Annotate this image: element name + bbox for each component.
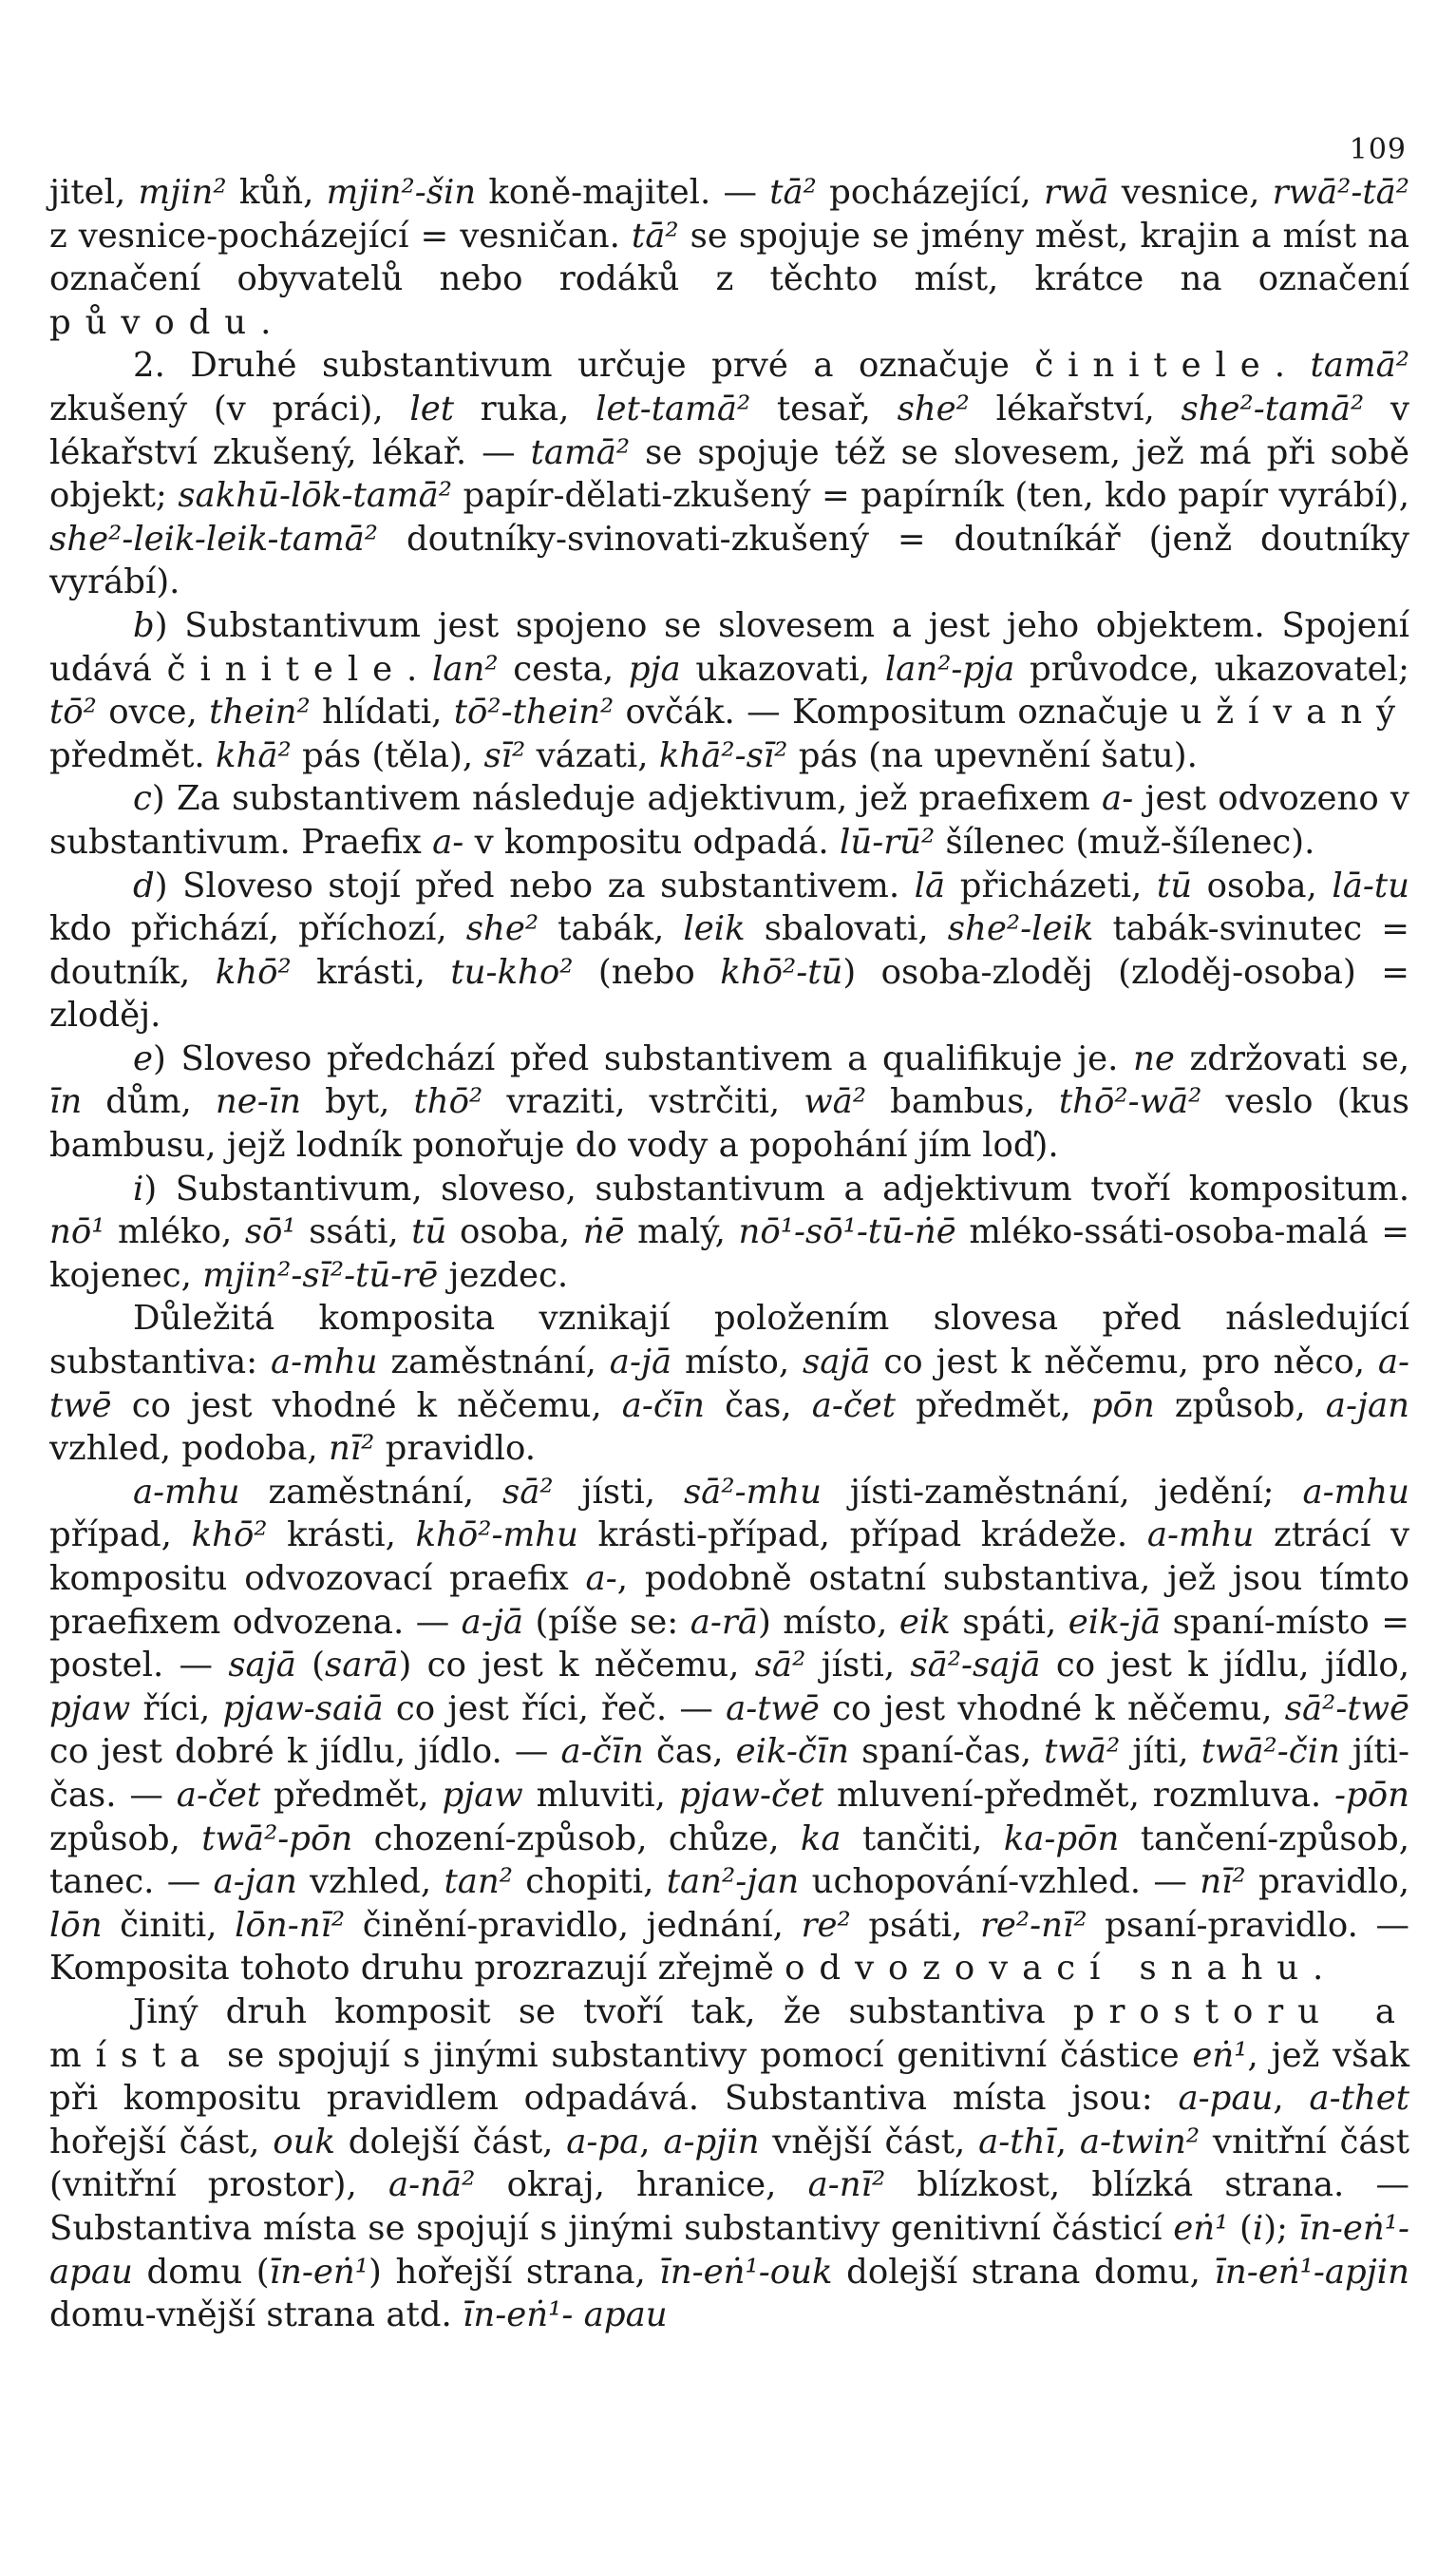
paragraph-6: e) Sloveso předchází před substantivem a qualifikuje je. ne zdržovati se, īn dům, ne-īn byt, thō² vraziti, vstrčiti, wā² bambus, thō²-wā² veslo (kus bambusu, jejž lodník ponořuje do vody a popohání jím loď). xyxy=(49,1038,1410,1166)
paragraph-1: jitel, mjin² kůň, mjin²-šin koně-majitel. — tā² pocházející, rwā vesnice, rwā²-tā² z vesnice-pocházející = vesničan. tā² se spojuje se jmény měst, krajin a míst na označení obyvatelů nebo rodáků z těchto míst, krátce na označení původu. xyxy=(49,173,1410,342)
page-body xyxy=(49,171,1409,2337)
page-number: 109 xyxy=(1349,133,1407,166)
paragraph-10: Jiný druh komposit se tvoří tak, že substantiva prostoru a místa se spojují s jinými substantivy pomocí genitivní částice eṅ¹, jež však při kompositu pravidlem odpadává. Substantiva místa jsou: a-pau, a-thet hořejší část, ouk dolejší část, a-pa, a-pjin vnější část, a-thī, a-twin² vnitřní část (vnitřní prostor), a-nā² okraj, hranice, a-nī² blízkost, blízká strana. — Substantiva místa se spojují s jinými substantivy genitivní částicí eṅ¹ (i); īn-eṅ¹-apau domu (īn-eṅ¹) hořejší strana, īn-eṅ¹-ouk dolejší strana domu, īn-eṅ¹-apjin domu-vnější strana atd. īn-eṅ¹- apau xyxy=(49,1991,1410,2335)
paragraph-5: d) Sloveso stojí před nebo za substantivem. lā přicházeti, tū osoba, lā-tu kdo přichází, příchozí, she² tabák, leik sbalovati, she²-leik tabák-svinutec = doutník, khō² krásti, tu-kho² (nebo khō²-tū) osoba-zloděj (zloděj-osoba) = zloděj. xyxy=(49,866,1410,1036)
paragraph-2: 2. Druhé substantivum určuje prvé a označuje činitele. tamā² zkušený (v práci), let ruka, let-tamā² tesař, she² lékařství, she²-tamā² v lékařství zkušený, lékař. — tamā² se spojuje též se slovesem, jež má při sobě objekt; sakhū-lōk-tamā² papír-dělati-zkušený = papírník (ten, kdo papír vyrábí), she²-leik-leik-tamā² doutníky-svinovati-zkušený = doutníkář (jenž doutníky vyrábí). xyxy=(49,346,1409,602)
paragraph-9: a-mhu zaměstnání, sā² jísti, sā²-mhu jísti-zaměstnání, jedění; a-mhu případ, khō² krásti, khō²-mhu krásti-případ, případ krádeže. a-mhu ztrácí v kompositu odvozovací praefix a-, podobně ostatní substantiva, jež jsou tímto praefixem odvozena. — a-jā (píše se: a-rā) místo, eik spáti, eik-jā spaní-místo = postel. — sajā (sarā) co jest k něčemu, sā² jísti, sā²-sajā co jest k jídlu, jídlo, pjaw říci, pjaw-saiā co jest říci, řeč. — a-twē co jest vhodné k něčemu, sā²-twē co jest dobré k jídlu, jídlo. — a-čīn čas, eik-čīn spaní-čas, twā² jíti, twā²-čin jíti-čas. — a-čet předmět, pjaw mluviti, pjaw-čet mluvení-předmět, rozmluva. -pōn způsob, twā²-pōn chození-způsob, chůze, ka tančiti, ka-pōn tančení-způsob, tanec. — a-jan vzhled, tan² chopiti, tan²-jan uchopování-vzhled. — nī² pravidlo, lōn činiti, lōn-nī² činění-pravidlo, jednání, re² psáti, re²-nī² psaní-pravidlo. — Komposita tohoto druhu prozrazují zřejmě odvozovací snahu. xyxy=(49,1472,1410,1989)
paragraph-3: b) Substantivum jest spojeno se slovesem a jest jeho objektem. Spojení udává činitele. lan² cesta, pja ukazovati, lan²-pja průvodce, ukazovatel; tō² ovce, thein² hlídati, tō²-thein² ovčák. — Kompositum označuje užívaný předmět. khā² pás (těla), sī² vázati, khā²-sī² pás (na upevnění šatu). xyxy=(49,605,1409,775)
paragraph-4: c) Za substantivem následuje adjektivum, jež praefixem a- jest odvozeno v substantivum. Praefix a- v kompositu odpadá. lū-rū² šílenec (muž-šílenec). xyxy=(49,779,1409,862)
paragraph-7: i) Substantivum, sloveso, substantivum a adjektivum tvoří kompositum. nō¹ mléko, sō¹ ssáti, tū osoba, ṅē malý, nō¹-sō¹-tū-ṅē mléko-ssáti-osoba-malá = kojenec, mjin²-sī²-tū-rē jezdec. xyxy=(49,1169,1410,1295)
paragraph-8: Důležitá komposita vznikají položením slovesa před následující substantiva: a-mhu zaměstnání, a-jā místo, sajā co jest k něčemu, pro něco, a-twē co jest vhodné k něčemu, a-čīn čas, a-čet předmět, pōn způsob, a-jan vzhled, podoba, nī² pravidlo. xyxy=(49,1299,1410,1469)
